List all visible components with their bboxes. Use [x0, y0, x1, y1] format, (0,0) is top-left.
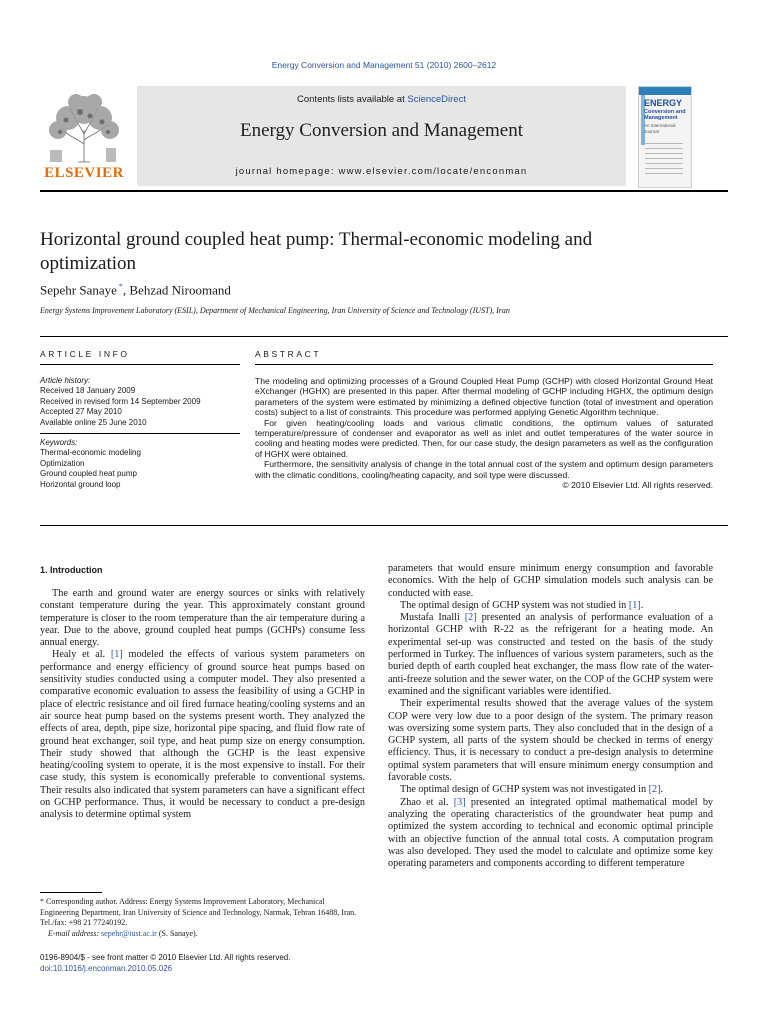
cover-subtitle-text: Conversion and Management [644, 109, 686, 121]
cover-text-lines [645, 143, 683, 178]
publisher-logo-text[interactable]: ELSEVIER [44, 165, 124, 181]
affiliation-rule [40, 336, 728, 337]
footnote-rule [40, 892, 102, 893]
history-accepted: Accepted 27 May 2010 [40, 407, 122, 417]
intro-paragraph-6: Their experimental results showed that the average values of the system COP were very low due to a poor design of the system. The primary reason was oversizing some system parts. They also concluded that in the design of a GCHP system, all parts of the system should be checked in terms of energy efficiency. Thus, it is necessary to conduct a pre-design analysis to determine optimal system parameters that will ensure minimum energy consumption and favorable costs. [388, 698, 713, 784]
author-2: , Behzad Niroomand [122, 282, 231, 298]
author-1: Sepehr Sanaye [40, 282, 117, 298]
doi-link[interactable]: doi:10.1016/j.enconman.2010.05.026 [40, 964, 173, 973]
contents-prefix: Contents lists available at [297, 94, 408, 105]
footnote-corresponding: * Corresponding author. Address: Energy Systems Improvement Laboratory, Mechanical Engineering Department, Iran University of Science and Technology, Narmak, Tehran 16488, Iran. Tel./fax: +98 21 77240192. [40, 897, 357, 927]
abstract-paragraph-1: The modeling and optimizing processes of a Ground Coupled Heat Pump (GCHP) with closed Horizontal Ground Heat eXchanger (HGHX) are presented in this paper. After thermal modeling of GCHP including HGHX, the optimum design parameters of the system were estimated by minimizing a defined objective function (total of investment and operation costs) subject to a list of constraints. This procedure was performed applying Genetic Algorithm technique. [255, 376, 713, 418]
abstract-rule [255, 364, 713, 365]
intro-paragraph-7: The optimal design of GCHP system was not investigated in [2]. [400, 784, 664, 796]
reference-link-1[interactable]: [1] [110, 649, 123, 661]
corresponding-author-mark[interactable]: * [116, 282, 123, 291]
cover-title: ENERGY [644, 98, 683, 108]
abstract-bottom-rule [40, 525, 728, 526]
contents-line [137, 94, 626, 105]
abstract-paragraph-3: Furthermore, the sensitivity analysis of change in the total annual cost of the system and optimum design parameters with the climatic conditions, cooling/heating capacity, and soil type were discussed. [255, 459, 713, 480]
authors [40, 282, 231, 298]
history-online: Available online 25 June 2010 [40, 417, 147, 427]
keyword-item: Optimization [40, 458, 85, 468]
header-rule [40, 190, 728, 192]
front-matter [40, 952, 290, 974]
intro-paragraph-1: The earth and ground water are energy sources or sinks with relatively constant temperature during the year. This approximately constant ground temperature is closer to the room temperature than the air temperature during a year. Due to the above, ground coupled heat pumps (GCHPs) consume less annual energy. [40, 588, 365, 649]
article-info [40, 376, 240, 490]
running-citation[interactable]: Energy Conversion and Management 51 (2010) 2600–2612 [271, 60, 497, 70]
history-label: Article history: [40, 376, 91, 385]
intro-paragraph-3: parameters that would ensure minimum energy consumption and favorable economics. With the help of GCHP simulation models such analysis can be conducted with ease. [388, 563, 713, 599]
abstract [255, 376, 713, 490]
intro-paragraph-4: The optimal design of GCHP system was not studied in [1]. [400, 599, 644, 611]
cover-subtitle [644, 109, 690, 135]
footnote [40, 897, 365, 939]
reference-link-3[interactable]: [3] [453, 796, 466, 808]
journal-homepage[interactable]: journal homepage: www.elsevier.com/locate/enconman [235, 166, 528, 177]
body-column-left [40, 588, 365, 822]
cover-top-stripe [639, 87, 691, 95]
abstract-paragraph-2: For given heating/cooling loads and various climatic conditions, the optimum values of saturated temperature/pressure of condenser and evaporator as well as inlet and outlet temperatures of the water source in cooling and heating modes were predicted. Then, for our case study, the design parameters as well as the configuration of HGHX were obtained. [255, 417, 713, 459]
article-info-rule [40, 364, 240, 365]
issn-line: 0196-8904/$ - see front matter © 2010 Elsevier Ltd. All rights reserved. [40, 953, 291, 962]
history-received: Received 18 January 2009 [40, 386, 136, 396]
keyword-item: Ground coupled heat pump [40, 469, 137, 479]
abstract-copyright: © 2010 Elsevier Ltd. All rights reserved. [562, 480, 713, 491]
article-title: Horizontal ground coupled heat pump: Thermal-economic modeling and optimization [40, 229, 593, 274]
intro-paragraph-5: Mustafa Inalli [2] presented an analysis of performance evaluation of a horizontal GCHP with R-22 as the refrigerant for a heating mode. An experimental set-up was constructed and tested on the basis of the study performed in Turkey. The influences of various system parameters, such as the buried depth of earth coupled heat exchanger, the mass flow rate of the water-anti-freeze solution and the sewer water, on the COP of the GCHP system were examined and the significant variables were identified. [388, 612, 713, 697]
intro-paragraph-8: Zhao et al. [3] presented an integrated optimal mathematical model by analyzing the operating characteristics of the groundwater heat pump and optimized the system according to technical and economic optimal principle with an objective function of the annual total costs. A computation program was also developed. They used the model to calculate and optimize some key operating parameters and components according to different temperature [388, 796, 714, 870]
keyword-item: Horizontal ground loop [40, 479, 121, 489]
journal-name: Energy Conversion and Management [240, 120, 523, 141]
history-revised: Received in revised form 14 September 2009 [40, 396, 201, 406]
reference-link-2[interactable]: [2] [648, 784, 661, 796]
affiliation: Energy Systems Improvement Laboratory (ESIL), Department of Mechanical Engineering, Iran University of Science and Technology (IUST), Iran [40, 306, 510, 315]
keywords-label: Keywords: [40, 438, 78, 448]
article-info-heading: ARTICLE INFO [40, 349, 130, 359]
intro-paragraph-2: Healy et al. [1] modeled the effects of various system parameters on performance and energy efficiency of ground source heat pumps based on sensitivity studies conducted using a computer model. They also presented a comparative economic evaluation to assess the feasibility of using a GCHP in place of electric resistance and oil fired furnace heating/cooling systems and an air source heat pump based on the systems present worth. They analyzed the effects of area, depth, pipe size, horizontal pipe spacing, and fluid flow rate of ground heat exchanger, soil type, and heat pump size on energy consumption. Their study showed that although the GCHP is the least expensive heating/cooling system to operate, it is the most expensive to install. For their case study, this system is economically preferable to conventional systems. Their results also indicated that system parameters can have a significant effect on GCHP performance. Thus, it would be necessary to conduct a pre-design analysis to determine optimal system [40, 649, 366, 821]
reference-link-1[interactable]: [1] [628, 599, 641, 611]
journal-cover-thumbnail-icon [638, 86, 692, 188]
section-heading-introduction: 1. Introduction [40, 565, 103, 575]
body-column-right [388, 563, 713, 870]
abstract-heading: ABSTRACT [255, 349, 322, 359]
footnote-email-line: E-mail address: sepehr@iust.ac.ir (S. Sanaye). [48, 928, 198, 938]
email-link[interactable]: sepehr@iust.ac.ir [101, 928, 157, 938]
keywords-rule [40, 433, 240, 434]
keyword-item: Thermal-economic modeling [40, 448, 141, 458]
reference-link-2[interactable]: [2] [464, 612, 477, 624]
cover-tagline: An International Journal [644, 123, 676, 134]
sciencedirect-link[interactable]: ScienceDirect [407, 94, 466, 105]
